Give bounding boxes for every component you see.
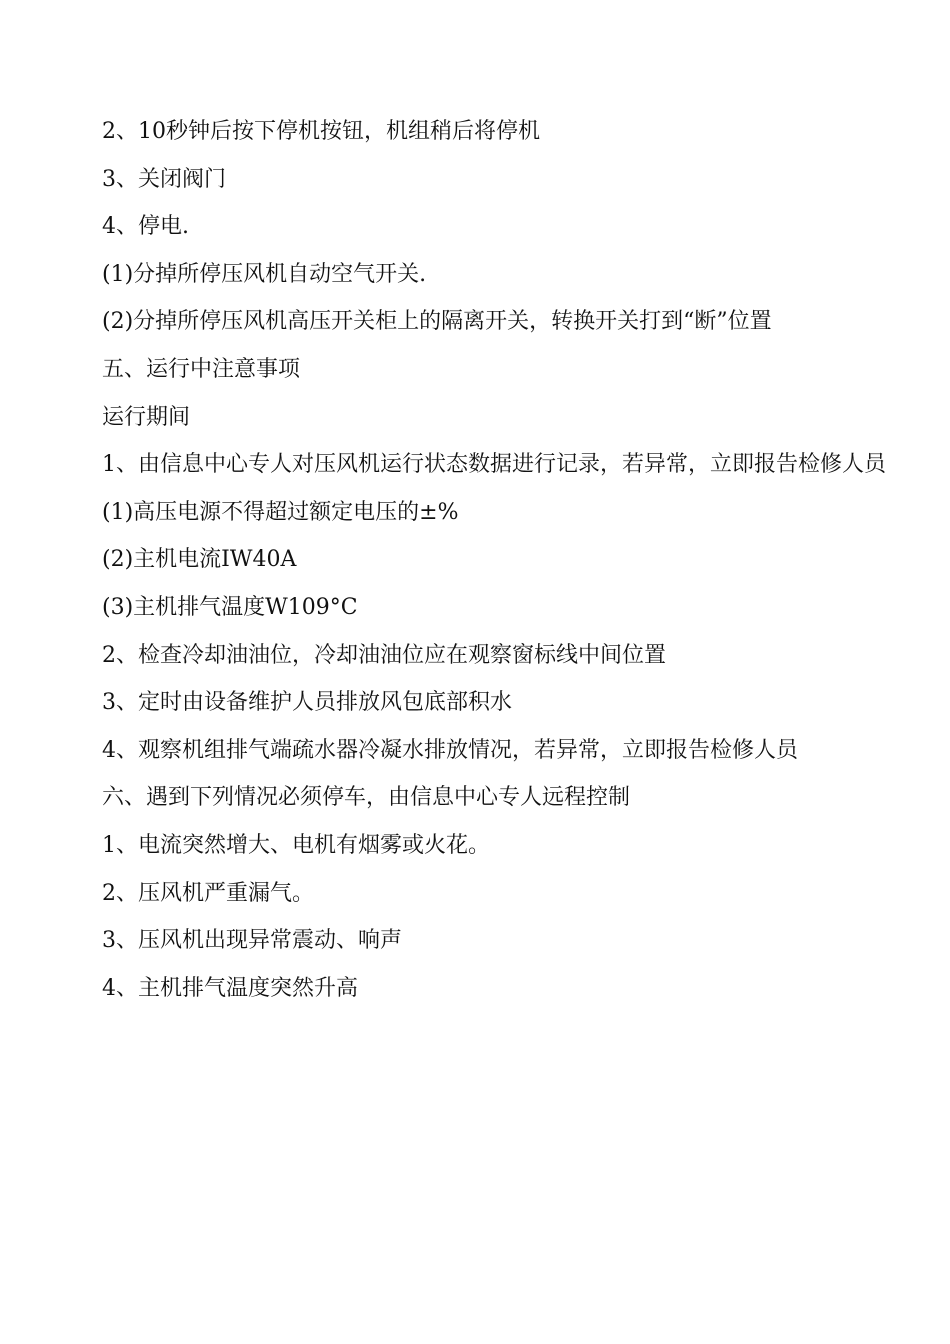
text-line: 2、压风机严重漏气。 (102, 880, 314, 906)
document-body (52, 108, 902, 1012)
text-paragraph: 1、由信息中心专人对压风机运行状态数据进行记录，若异常，立即报告检修人员 (102, 452, 886, 478)
text-line: 3、定时由设备维护人员排放风包底部积水 (102, 690, 512, 716)
text-line: 4、停电. (102, 214, 189, 240)
text-line: 1、电流突然增大、电机有烟雾或火花。 (102, 832, 490, 858)
text-line: (1)分掉所停压风机自动空气开关. (102, 261, 427, 287)
text-line: 2、检查冷却油油位，冷却油油位应在观察窗标线中间位置 (102, 642, 666, 668)
section-heading: 五、运行中注意事项 (102, 356, 301, 382)
text-line: (2)主机电流IW40A (102, 547, 297, 573)
text-line: 3、压风机出现异常震动、响声 (102, 928, 402, 954)
text-line: (2)分掉所停压风机高压开关柜上的隔离开关，转换开关打到“断”位置 (102, 309, 772, 335)
text-line: 3、关闭阀门 (102, 166, 226, 192)
text-line: 2、10秒钟后按下停机按钮，机组稍后将停机 (102, 119, 540, 144)
text-line: 4、主机排气温度突然升高 (102, 975, 358, 1001)
text-line: (1)高压电源不得超过额定电压的±% (102, 499, 459, 525)
section-heading: 六、遇到下列情况必须停车，由信息中心专人远程控制 (102, 785, 631, 811)
text-line: 4、观察机组排气端疏水器冷凝水排放情况，若异常，立即报告检修人员 (102, 737, 798, 763)
subheading: 运行期间 (102, 404, 191, 430)
text-line: (3)主机排气温度W109°C (102, 594, 358, 620)
